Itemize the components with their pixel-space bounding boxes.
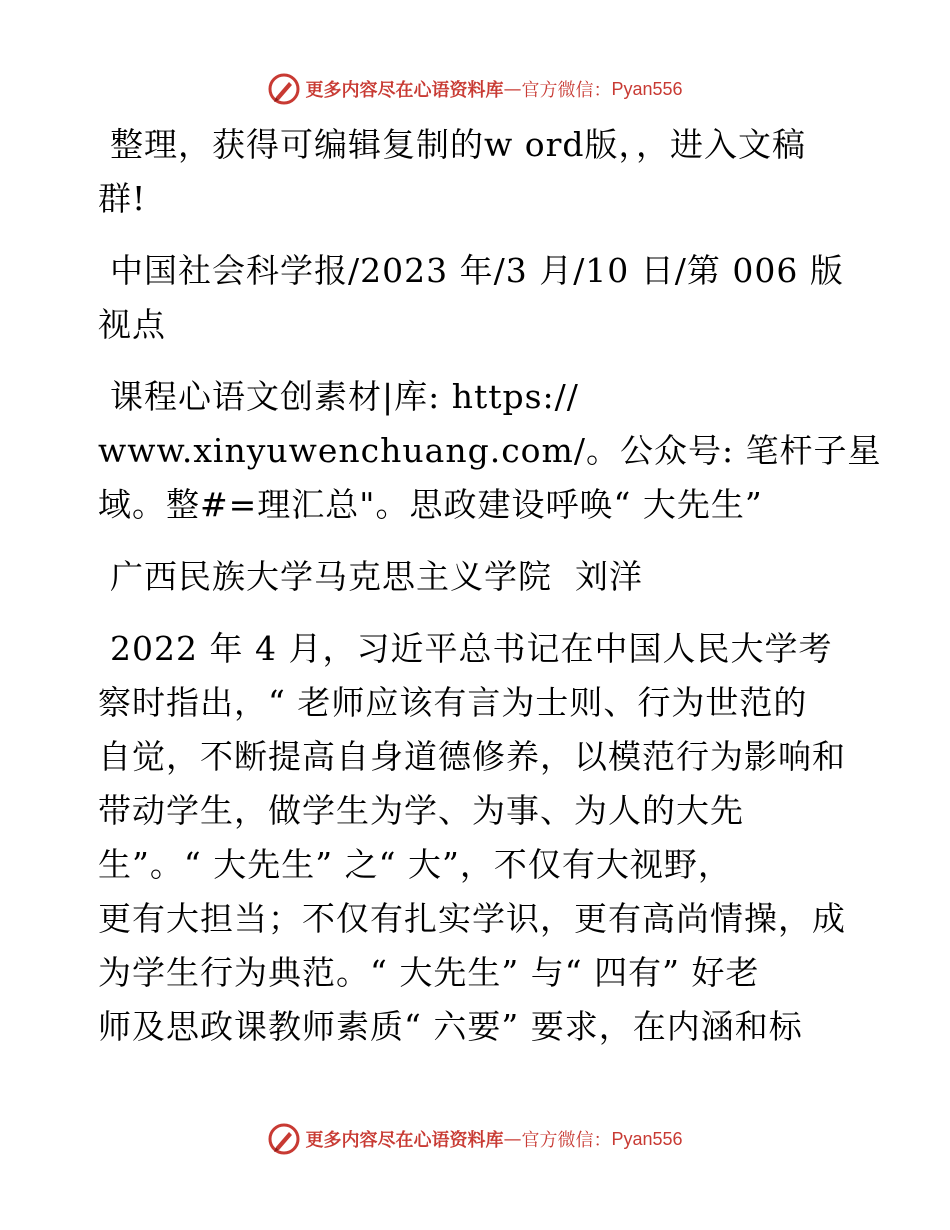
text-line: 更有大担当；不仅有扎实学识，更有高尚情操，成 (98, 899, 846, 938)
text-line: www.xinyuwenchuang.com/。公众号: 笔杆子星 (98, 431, 882, 470)
paragraph-source (98, 244, 858, 352)
text-line: 广西民族大学马克思主义学院 刘洋 (110, 557, 643, 596)
text-line: 为学生行为典范。“ 大先生” 与“ 四有” 好老 (98, 953, 760, 992)
text-line: 察时指出，“ 老师应该有言为士则、行为世范的 (98, 683, 808, 722)
banner-wechat-id: Pyan556 (611, 1128, 683, 1149)
banner-separator: — (503, 1128, 522, 1150)
text-line: 2022 年 4 月，习近平总书记在中国人民大学考 (110, 629, 833, 668)
banner-text: 更多内容尽在心语资料库 (305, 80, 504, 101)
banner-wechat-label: 官方微信： (521, 1130, 612, 1151)
pen-logo-icon (267, 72, 301, 106)
text-line: 课程心语文创素材|库: https:// (110, 377, 579, 416)
text-line: 带动学生，做学生为学、为事、为人的大先 (98, 791, 744, 830)
text-line: 群! (98, 179, 147, 218)
paragraph-author (98, 550, 858, 604)
pen-logo-icon (267, 1122, 301, 1156)
header-watermark-banner (0, 72, 950, 106)
paragraph-title (98, 370, 882, 532)
text-line: 整理，获得可编辑复制的w ord版，，进入文稿 (110, 125, 807, 164)
banner-wechat-label: 官方微信： (521, 80, 612, 101)
banner-text: 更多内容尽在心语资料库 (305, 1130, 504, 1151)
text-line: 生”。“ 大先生” 之“ 大”，不仅有大视野， (98, 845, 732, 884)
footer-watermark-banner (0, 1122, 950, 1156)
banner-separator: — (503, 78, 522, 100)
text-line: 中国社会科学报/2023 年/3 月/10 日/第 006 版 (110, 251, 844, 290)
banner-wechat-id: Pyan556 (611, 78, 683, 99)
paragraph-intro (98, 118, 858, 226)
text-line: 域。整#=理汇总"。思政建设呼唤“ 大先生” (98, 485, 763, 524)
document-body (98, 118, 882, 1072)
text-line: 师及思政课教师素质“ 六要” 要求，在内涵和标 (98, 1007, 803, 1046)
text-line: 自觉，不断提高自身道德修养，以模范行为影响和 (98, 737, 846, 776)
paragraph-body (98, 622, 858, 1054)
text-line: 视点 (98, 305, 166, 344)
